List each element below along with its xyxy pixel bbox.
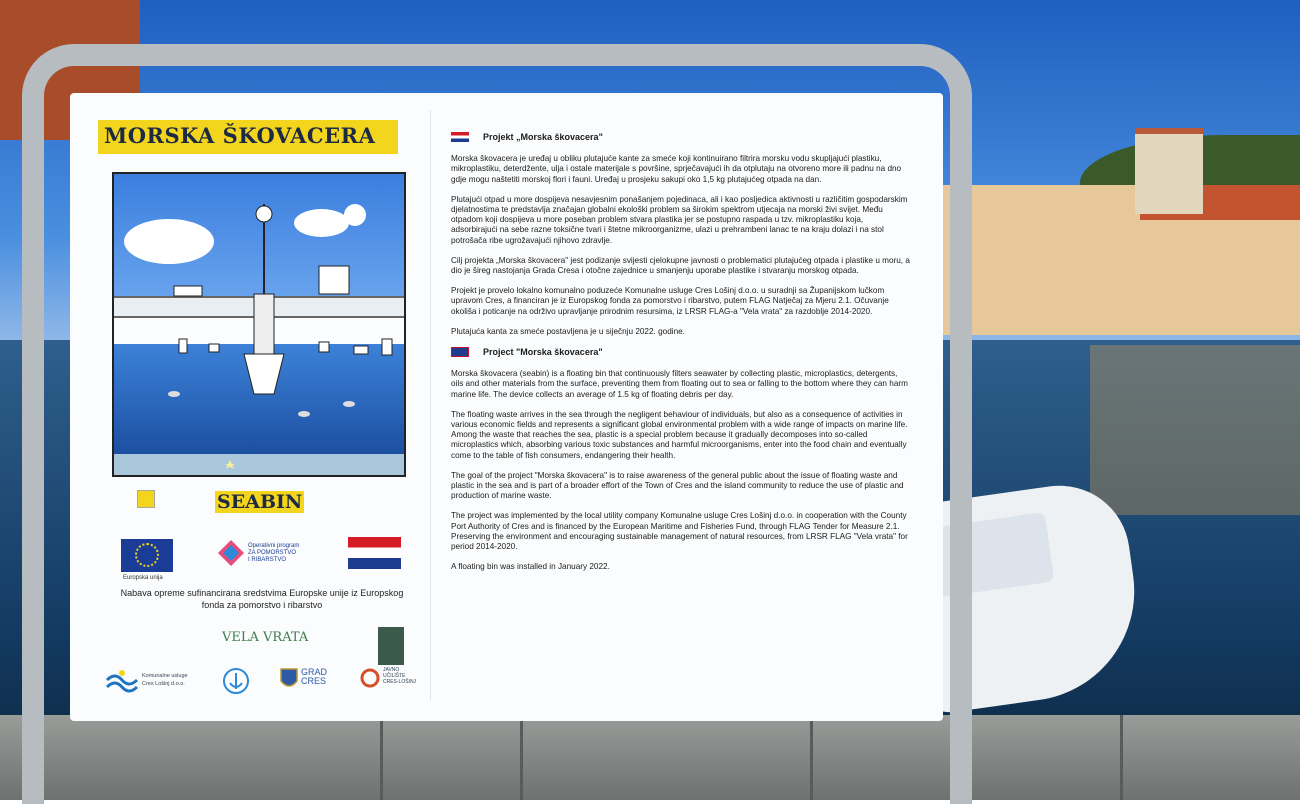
croatian-heading — [451, 132, 911, 142]
english-heading — [451, 347, 911, 357]
eu-flag-icon — [121, 539, 173, 572]
komunalne-label: Komunalne usluge Cres Lošinj d.o.o. — [142, 673, 188, 687]
javno-uciliste-logo-icon — [360, 668, 380, 688]
flag-logo-icon — [378, 627, 404, 665]
croatian-paragraph: Projekt je provelo lokalno komunalno poduzeće Komunalne usluge Cres Lošinj d.o.o. u suradnji sa Županijskom lučkom upravom Cres, a financiran je iz Europskog fonda za pomorstvo i ribarstvo, putem FLAG Natječaj za Mjeru 2.1. Očuvanje okoliša i poticanje na održivo upravljanje prirodnim resursima, iz LRSR FLAG-a "Vela vrata" za razdoblje 2014-2020. — [451, 286, 889, 316]
funding-note: Nabava opreme sufinancirana sredstvima Europske unije iz Europskog fonda za pomorstvo i ribarstvo — [120, 588, 404, 610]
town-reflection — [1090, 345, 1300, 515]
english-heading-text: Project "Morska škovacera" — [483, 347, 603, 358]
javno-uciliste-label: JAVNO UČILIŠTE CRES-LOŠINJ — [383, 667, 417, 685]
uk-flag-icon — [451, 347, 469, 357]
vela-vrata-logo: VELA VRATA — [222, 630, 309, 645]
croatia-flag-icon — [348, 537, 401, 569]
sign-divider — [430, 110, 431, 700]
english-paragraph: The goal of the project "Morska škovacera" is to raise awareness of the general public about the issue of floating waste and plastic in the sea and is part of a broader effort of the Town of Cres and the island community to reduce the use of plastic and production of marine waste. — [451, 470, 904, 501]
croatian-paragraph: Plutajući otpad u more dospijeva nesavjesnim ponašanjem pojedinaca, ali i kao posljedica aktivnosti u različitim gospodarskim djelatnostima te predstavlja značajan globalni ekološki problem sa širokim spektrom utjecaja na morski živi svijet. Među otpadom koji dospijeva u more poseban problem stvara plastika jer se postupno raspada u tzv. mikroplastiku koja, adsorbirajući na sebe razne toksične tvari i štetne mikroorganizme, ulazi u prehrambeni lanac te na kraju dolazi i na stol potrošača ribe ugrožavajući njihovo zdravlje. — [451, 194, 908, 245]
croatian-paragraph: Plutajuća kanta za smeće postavljena je u siječnju 2022. godine. — [451, 326, 685, 336]
croatian-paragraph: Morska škovacera je uređaj u obliku plutajuće kante za smeće koji kontinuirano filtrira morsku vodu skupljajući plastiku, mikroplastiku, deterdžente, ulja i ostale materijale s površine, sprječavajući ih da otplutaju na otvoreno more ili padnu na dno gdje mogu naštetiti morskoj flori i fauni. Uređaj u prosjeku sakupi oko 1,5 kg plutajućeg otpada na dan. — [451, 154, 902, 184]
english-paragraph: The floating waste arrives in the sea through the negligent behaviour of individuals, but also as a consequence of activities in various economic fields and represents a significant global environmental problem with a wide range of impacts on marine life. Among the waste that reaches the sea, plastic is a special problem because it gradually decomposes into so-called microplastics which, absorbing various toxic substances and harmful microorganisms, enter into the food chain and eventually come to the table of fish consumers, endangering their health. — [451, 409, 908, 460]
croatian-paragraph: Cilj projekta „Morska škovacera" jest podizanje svijesti cjelokupne javnosti o problematici plutajućeg otpada i plastike u moru, a dio je šireg nastojanja Grada Cresa i otočne zajednice u smanjenju uporabe plastike i stvaranju morskog otpada. — [451, 255, 910, 276]
seabin-illustration — [112, 172, 406, 477]
croatia-flag-icon — [451, 132, 469, 142]
komunalne-logo-icon — [105, 668, 139, 694]
op-logo-icon — [218, 540, 244, 566]
english-paragraph: Morska škovacera (seabin) is a floating bin that continuously filters seawater by collecting plastic, microplastics, detergents, oils and other materials from the surface, preventing them from floating out to sea or falling to the bottom where they can harm marine life. The device collects an average of 1.5 kg of floating debris per day. — [451, 369, 908, 399]
sign-subtitle: SEABIN — [217, 491, 303, 513]
port-authority-logo-icon — [222, 667, 250, 695]
cres-crest-icon — [279, 667, 299, 691]
grad-cres-label: GRAD CRES — [301, 667, 328, 686]
sign-text — [451, 132, 911, 583]
english-paragraph: A floating bin was installed in January 2022. — [451, 562, 610, 572]
seabin-drawing — [114, 174, 406, 477]
pier-joint — [1120, 715, 1123, 800]
bell-tower — [1135, 128, 1203, 214]
eu-label: Europska unija — [123, 575, 163, 581]
op-label: Operativni program ZA POMORSTVO I RIBARSTVO — [248, 543, 300, 563]
sign-title: MORSKA ŠKOVACERA — [104, 123, 376, 148]
croatian-heading-text: Projekt „Morska škovacera" — [483, 132, 603, 142]
english-paragraph: The project was implemented by the local utility company Komunalne usluge Cres Lošinj d.o.o. in cooperation with the County Port Authority of Cres and is financed by the European Maritime and Fisheries Fund, through FLAG Tender for Measure 2.1. Preserving the environment and encouraging sustainable management of natural resources, from LRSR FLAG "Vela vrata" for period 2014-2020. — [451, 511, 908, 552]
yellow-marker — [137, 490, 155, 508]
